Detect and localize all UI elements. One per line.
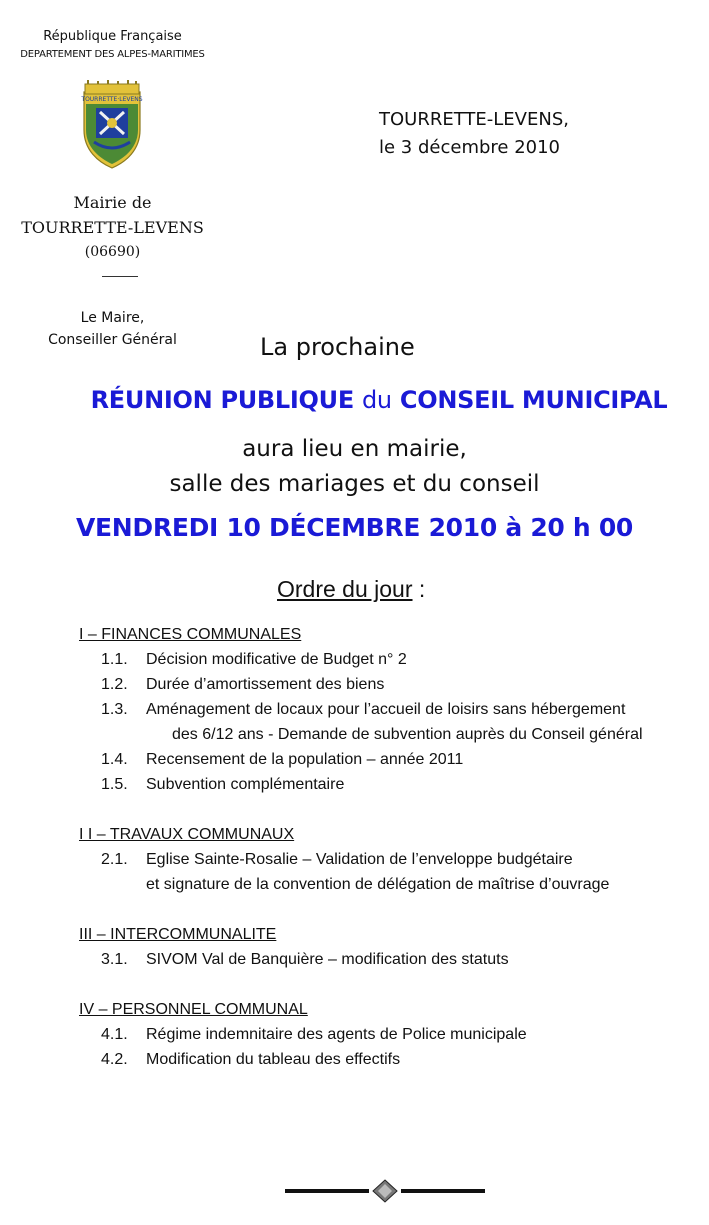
item-number: 3.1. xyxy=(101,951,128,968)
letter-date: le 3 décembre 2010 xyxy=(379,137,561,158)
crest-label: TOURRETTE·LEVENS xyxy=(81,96,143,103)
announcement-intro: La prochaine xyxy=(260,333,415,361)
meeting-title-du: du xyxy=(362,386,392,414)
item-number: 1.4. xyxy=(101,751,128,768)
agenda-item xyxy=(79,697,680,722)
agenda-item-continuation xyxy=(79,872,680,897)
meeting-title-part-1: RÉUNION PUBLIQUE xyxy=(90,386,354,414)
meeting-title xyxy=(0,386,709,414)
agenda-section xyxy=(79,922,680,972)
item-number: 2.1. xyxy=(101,851,128,868)
item-text: Décision modificative de Budget n° 2 xyxy=(146,651,407,668)
mairie-line-1: Mairie de xyxy=(73,193,152,212)
departement: DEPARTEMENT DES ALPES-MARITIMES xyxy=(20,49,205,60)
agenda-heading-colon: : xyxy=(412,576,426,602)
maire-block xyxy=(0,307,225,351)
item-number: 1.5. xyxy=(101,776,128,793)
city-name: TOURRETTE-LEVENS, xyxy=(379,109,569,130)
item-number: 4.2. xyxy=(101,1051,128,1068)
item-text: Eglise Sainte-Rosalie – Validation de l’enveloppe budgétaire xyxy=(146,851,573,868)
maire-line-2: Conseiller Général xyxy=(48,332,177,348)
agenda-list xyxy=(79,622,680,1072)
item-text: Modification du tableau des effectifs xyxy=(146,1051,401,1068)
diamond-ornament-icon xyxy=(285,1178,485,1204)
agenda-section xyxy=(79,622,680,797)
item-text: Aménagement de locaux pour l’accueil de loisirs sans hébergement xyxy=(146,701,626,718)
item-number: 1.1. xyxy=(101,651,128,668)
item-number: 4.1. xyxy=(101,1026,128,1043)
meeting-datetime: VENDREDI 10 DÉCEMBRE 2010 à 20 h 00 xyxy=(75,513,634,542)
item-text: Durée d’amortissement des biens xyxy=(146,676,385,693)
section-title: III – INTERCOMMUNALITE xyxy=(79,926,277,943)
item-text: SIVOM Val de Banquière – modification des statuts xyxy=(146,951,509,968)
item-text: Subvention complémentaire xyxy=(146,776,345,793)
section-title: I I – TRAVAUX COMMUNAUX xyxy=(79,826,295,843)
divider xyxy=(102,276,138,277)
agenda-item xyxy=(79,747,680,772)
agenda-section xyxy=(79,997,680,1072)
agenda-section xyxy=(79,822,680,897)
agenda-item-continuation xyxy=(79,722,680,747)
section-title: IV – PERSONNEL COMMUNAL xyxy=(79,1001,308,1018)
location-line-1: aura lieu en mairie, xyxy=(242,436,467,462)
agenda-item xyxy=(79,672,680,697)
meeting-location xyxy=(0,432,709,502)
item-continuation-text: des 6/12 ans - Demande de subvention auprès du Conseil général xyxy=(172,726,643,743)
mairie-line-2: TOURRETTE-LEVENS xyxy=(21,218,204,237)
item-text: Recensement de la population – année 2011 xyxy=(146,751,464,768)
municipal-crest-icon xyxy=(78,80,146,170)
item-text: Régime indemnitaire des agents de Police municipale xyxy=(146,1026,527,1043)
meeting-title-part-2: CONSEIL MUNICIPAL xyxy=(399,386,668,414)
agenda-item xyxy=(79,772,680,797)
section-title: I – FINANCES COMMUNALES xyxy=(79,626,302,643)
agenda-item xyxy=(79,947,680,972)
place-date xyxy=(379,106,569,162)
agenda-item xyxy=(79,1047,680,1072)
republique-francaise: République Française xyxy=(43,29,182,44)
agenda-heading-text: Ordre du jour xyxy=(277,576,413,602)
item-continuation-text: et signature de la convention de délégation de maîtrise d’ouvrage xyxy=(146,876,610,893)
item-number: 1.3. xyxy=(101,701,128,718)
item-number: 1.2. xyxy=(101,676,128,693)
agenda-item xyxy=(79,847,680,872)
agenda-item xyxy=(79,1022,680,1047)
maire-line-1: Le Maire, xyxy=(80,310,145,326)
postal-code: (06690) xyxy=(84,244,141,260)
location-line-2: salle des mariages et du conseil xyxy=(169,471,540,497)
mairie-block xyxy=(0,190,225,265)
agenda-heading xyxy=(277,576,425,603)
agenda-item xyxy=(79,647,680,672)
